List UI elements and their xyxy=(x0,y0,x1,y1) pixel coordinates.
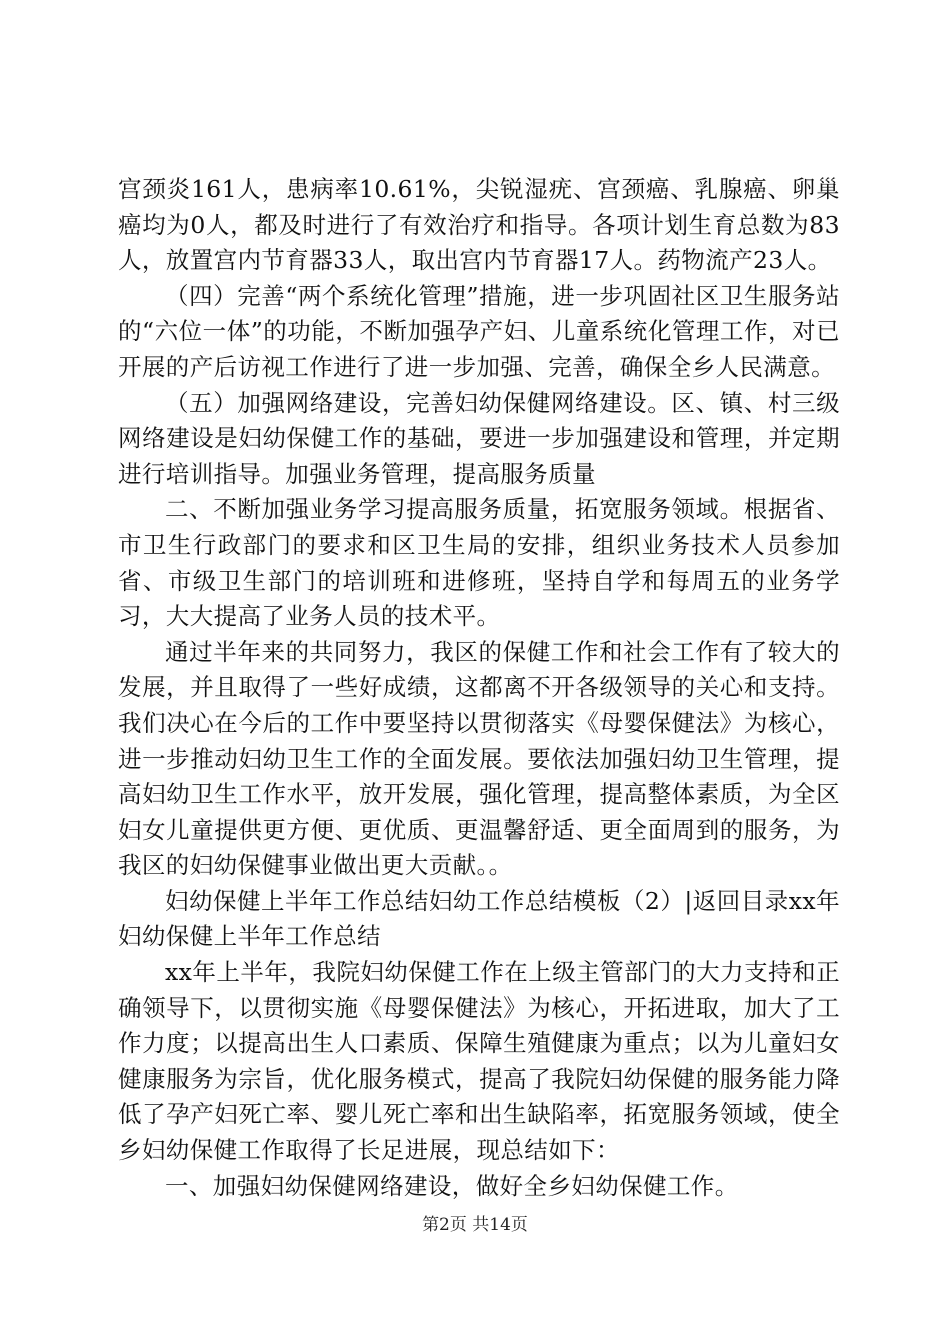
paragraph-8: 一、加强妇幼保健网络建设，做好全乡妇幼保健工作。 xyxy=(165,1171,739,1200)
paragraph-6-heading: 妇幼保健上半年工作总结妇幼工作总结模板（2）|返回目录xx年妇幼保健上半年工作总结 xyxy=(118,886,840,951)
paragraph-4: 二、不断加强业务学习提高服务质量，拓宽服务领域。根据省、市卫生行政部门的要求和区卫生局的安排，组织业务技术人员参加省、市级卫生部门的培训班和进修班，坚持自学和每周五的业务学习，大大提高了业务人员的技术平。 xyxy=(118,495,840,631)
document-body xyxy=(118,172,840,1204)
page-number-label: 第2页 共14页 xyxy=(422,1215,528,1235)
page-footer xyxy=(0,1214,950,1236)
paragraph-3: （五）加强网络建设，完善妇幼保健网络建设。区、镇、村三级网络建设是妇幼保健工作的基础，要进一步加强建设和管理，并定期进行培训指导。加强业务管理，提高服务质量 xyxy=(118,388,840,488)
paragraph-5: 通过半年来的共同努力，我区的保健工作和社会工作有了较大的发展，并且取得了一些好成绩，这都离不开各级领导的关心和支持。我们决心在今后的工作中要坚持以贯彻落实《母婴保健法》为核心，进一步推动妇幼卫生工作的全面发展。要依法加强妇幼卫生管理，提高妇幼卫生工作水平，放开发展，强化管理，提高整体素质，为全区妇女儿童提供更方便、更优质、更温馨舒适、更全面周到的服务，为我区的妇幼保健事业做出更大贡献。。 xyxy=(118,637,840,880)
paragraph-1: 宫颈炎161人，患病率10.61%，尖锐湿疣、宫颈癌、乳腺癌、卵巢癌均为0人，都及时进行了有效治疗和指导。各项计划生育总数为83人，放置宫内节育器33人，取出宫内节育器17人。药物流产23人。 xyxy=(118,175,840,275)
paragraph-7: xx年上半年，我院妇幼保健工作在上级主管部门的大力支持和正确领导下，以贯彻实施《母婴保健法》为核心，开拓进取，加大了工作力度；以提高出生人口素质、保障生殖健康为重点；以为儿童妇女健康服务为宗旨，优化服务模式，提高了我院妇幼保健的服务能力降低了孕产妇死亡率、婴儿死亡率和出生缺陷率，拓宽服务领域，使全乡妇幼保健工作取得了长足进展，现总结如下： xyxy=(118,958,840,1165)
paragraph-2: （四）完善“两个系统化管理”措施，进一步巩固社区卫生服务站的“六位一体”的功能，不断加强孕产妇、儿童系统化管理工作，对已开展的产后访视工作进行了进一步加强、完善，确保全乡人民满意。 xyxy=(118,281,840,381)
